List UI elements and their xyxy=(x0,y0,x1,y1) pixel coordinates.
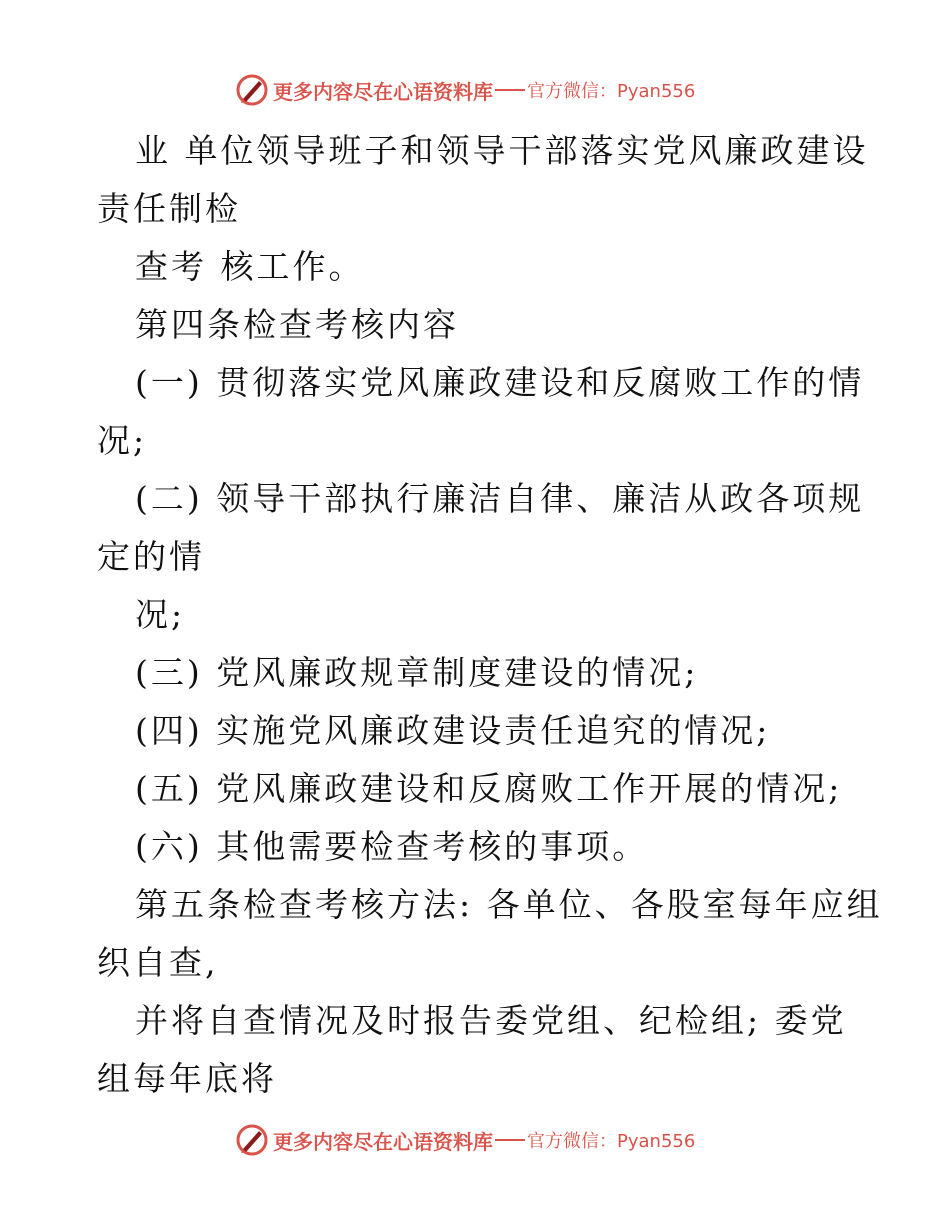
article-heading: 第四条检查考核内容 xyxy=(135,305,459,344)
text-line: 定的情 xyxy=(97,537,205,576)
list-item: (三) 党风廉政规章制度建设的情况; xyxy=(135,653,699,692)
text-line: 织自查, xyxy=(97,943,219,982)
banner-lead-text: 更多内容尽在心语资料库 xyxy=(273,1129,493,1154)
footer-watermark-banner xyxy=(235,1122,695,1158)
article-heading: 第五条检查考核方法: 各单位、各股室每年应组 xyxy=(135,885,883,924)
header-watermark-banner xyxy=(235,72,695,108)
text-line: 业 单位领导班子和领导干部落实党风廉政建设 xyxy=(135,131,869,170)
list-item: (二) 领导干部执行廉洁自律、廉洁从政各项规 xyxy=(135,479,865,518)
banner-wechat-text: 官方微信：Pyan556 xyxy=(527,81,696,102)
document-body xyxy=(97,122,887,1108)
banner-dash xyxy=(495,89,525,91)
list-item: (五) 党风廉政建设和反腐败工作开展的情况; xyxy=(135,769,843,808)
text-line: 况; xyxy=(97,421,148,460)
list-item: (四) 实施党风廉政建设责任追究的情况; xyxy=(135,711,771,750)
pen-logo-icon xyxy=(235,73,269,107)
banner-dash xyxy=(495,1139,525,1141)
list-item: (六) 其他需要检查考核的事项。 xyxy=(135,827,649,866)
text-line: 况; xyxy=(135,595,186,634)
text-line: 并将自查情况及时报告委党组、纪检组; 委党 xyxy=(135,1001,847,1040)
list-item: (一) 贯彻落实党风廉政建设和反腐败工作的情 xyxy=(135,363,865,402)
text-line: 组每年底将 xyxy=(97,1059,277,1098)
banner-wechat-text: 官方微信：Pyan556 xyxy=(527,1131,696,1152)
text-line: 查考 核工作。 xyxy=(135,247,365,286)
text-line: 责任制检 xyxy=(97,189,241,228)
banner-lead-text: 更多内容尽在心语资料库 xyxy=(273,79,493,104)
pen-logo-icon xyxy=(235,1123,269,1157)
